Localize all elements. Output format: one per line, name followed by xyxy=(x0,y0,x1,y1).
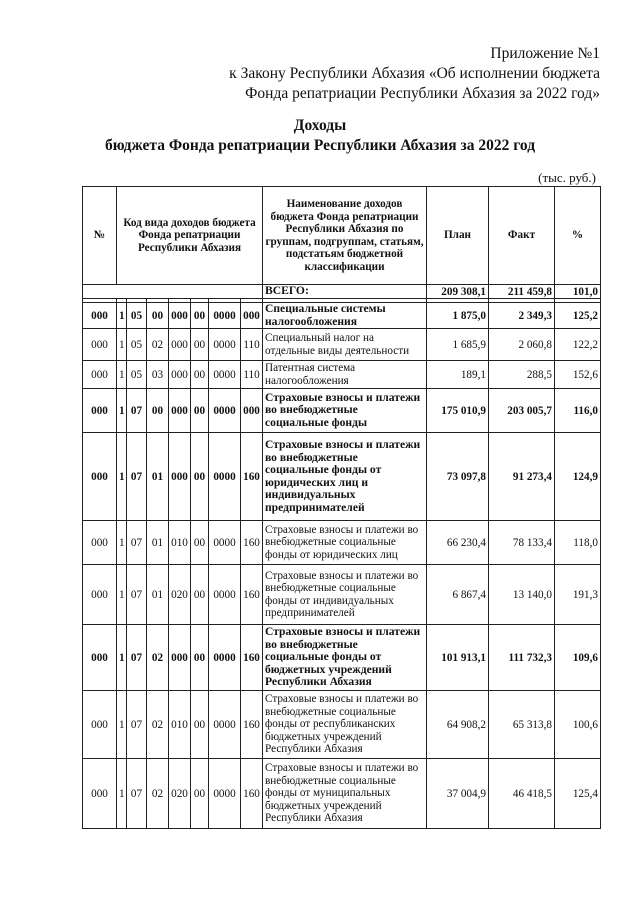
annex-line-1: Приложение №1 xyxy=(490,45,600,62)
col-number-header: № xyxy=(83,187,117,285)
plan-value: 6 867,4 xyxy=(427,565,489,625)
code-part-5: 000 xyxy=(169,433,191,521)
code-part-7: 0000 xyxy=(209,303,241,329)
table-row xyxy=(83,625,601,691)
code-part-7: 0000 xyxy=(209,329,241,361)
code-part-1: 000 xyxy=(83,565,117,625)
income-name: Страховые взносы и платежи во внебюджетные социальные фонды от муниципальных бюджетных учреждений Республики Абхазия xyxy=(263,759,427,829)
percent-value: 191,3 xyxy=(555,565,601,625)
document-title xyxy=(0,116,640,156)
income-name: Страховые взносы и платежи во внебюджетные социальные фонды xyxy=(263,389,427,433)
col-fact-header: Факт xyxy=(489,187,555,285)
code-part-8: 110 xyxy=(241,329,263,361)
code-part-8: 160 xyxy=(241,521,263,565)
income-name: Страховые взносы и платежи во внебюджетные социальные фонды от юридических лиц xyxy=(263,521,427,565)
code-part-4: 02 xyxy=(147,691,169,759)
code-part-7: 0000 xyxy=(209,691,241,759)
annex-line-3: Фонда репатриации Республики Абхазия за 2022 год» xyxy=(245,85,600,102)
code-part-8: 110 xyxy=(241,361,263,389)
total-percent: 101,0 xyxy=(555,285,601,299)
code-part-1: 000 xyxy=(83,521,117,565)
fact-value: 46 418,5 xyxy=(489,759,555,829)
income-name: Специальный налог на отдельные виды деятельности xyxy=(263,329,427,361)
code-part-1: 000 xyxy=(83,303,117,329)
code-part-6: 00 xyxy=(191,521,209,565)
code-part-2: 1 xyxy=(117,565,127,625)
income-name: Страховые взносы и платежи во внебюджетные социальные фонды от индивидуальных предпринимателей xyxy=(263,565,427,625)
code-part-2: 1 xyxy=(117,521,127,565)
code-part-5: 000 xyxy=(169,389,191,433)
income-name: Страховые взносы и платежи во внебюджетные социальные фонды от республиканских бюджетных учреждений Республики Абхазия xyxy=(263,691,427,759)
code-part-5: 000 xyxy=(169,303,191,329)
code-part-6: 00 xyxy=(191,433,209,521)
percent-value: 118,0 xyxy=(555,521,601,565)
code-part-1: 000 xyxy=(83,433,117,521)
income-name: Специальные системы налогообложения xyxy=(263,303,427,329)
code-part-3: 07 xyxy=(127,433,147,521)
plan-value: 37 004,9 xyxy=(427,759,489,829)
code-part-6: 00 xyxy=(191,303,209,329)
percent-value: 125,4 xyxy=(555,759,601,829)
percent-value: 124,9 xyxy=(555,433,601,521)
code-part-3: 05 xyxy=(127,361,147,389)
percent-value: 100,6 xyxy=(555,691,601,759)
table-row xyxy=(83,565,601,625)
table-header-row xyxy=(83,187,601,285)
code-part-4: 01 xyxy=(147,565,169,625)
code-part-7: 0000 xyxy=(209,389,241,433)
code-part-6: 00 xyxy=(191,389,209,433)
code-part-6: 00 xyxy=(191,329,209,361)
income-name: Патентная система налогообложения xyxy=(263,361,427,389)
fact-value: 13 140,0 xyxy=(489,565,555,625)
code-part-2: 1 xyxy=(117,759,127,829)
code-part-2: 1 xyxy=(117,625,127,691)
total-fact: 211 459,8 xyxy=(489,285,555,299)
table-row xyxy=(83,691,601,759)
title-line-2: бюджета Фонда репатриации Республики Абхазия за 2022 год xyxy=(104,137,536,154)
plan-value: 101 913,1 xyxy=(427,625,489,691)
code-part-8: 160 xyxy=(241,691,263,759)
code-part-5: 010 xyxy=(169,521,191,565)
code-part-3: 07 xyxy=(127,521,147,565)
code-part-5: 020 xyxy=(169,759,191,829)
fact-value: 111 732,3 xyxy=(489,625,555,691)
fact-value: 2 349,3 xyxy=(489,303,555,329)
code-part-8: 000 xyxy=(241,303,263,329)
col-code-header: Код вида доходов бюджета Фонда репатриации Республики Абхазия xyxy=(117,187,263,285)
code-part-8: 160 xyxy=(241,433,263,521)
code-part-7: 0000 xyxy=(209,361,241,389)
code-part-8: 160 xyxy=(241,759,263,829)
title-line-1: Доходы xyxy=(293,117,347,134)
fact-value: 288,5 xyxy=(489,361,555,389)
code-part-4: 02 xyxy=(147,759,169,829)
code-part-1: 000 xyxy=(83,361,117,389)
plan-value: 1 685,9 xyxy=(427,329,489,361)
code-part-5: 010 xyxy=(169,691,191,759)
code-part-8: 160 xyxy=(241,565,263,625)
code-part-4: 00 xyxy=(147,389,169,433)
income-name: Страховые взносы и платежи во внебюджетные социальные фонды от бюджетных учреждений Республики Абхазия xyxy=(263,625,427,691)
code-part-5: 000 xyxy=(169,361,191,389)
code-part-7: 0000 xyxy=(209,759,241,829)
table-row xyxy=(83,303,601,329)
table-row xyxy=(83,329,601,361)
code-part-1: 000 xyxy=(83,625,117,691)
code-part-4: 03 xyxy=(147,361,169,389)
code-part-4: 01 xyxy=(147,521,169,565)
code-part-8: 000 xyxy=(241,389,263,433)
percent-value: 109,6 xyxy=(555,625,601,691)
plan-value: 1 875,0 xyxy=(427,303,489,329)
total-row xyxy=(83,285,601,299)
fact-value: 203 005,7 xyxy=(489,389,555,433)
code-part-3: 07 xyxy=(127,691,147,759)
code-part-5: 020 xyxy=(169,565,191,625)
code-part-1: 000 xyxy=(83,759,117,829)
code-part-3: 07 xyxy=(127,759,147,829)
table-row xyxy=(83,389,601,433)
annex-line-2: к Закону Республики Абхазия «Об исполнении бюджета xyxy=(229,65,600,82)
percent-value: 152,6 xyxy=(555,361,601,389)
code-part-2: 1 xyxy=(117,389,127,433)
table-row xyxy=(83,361,601,389)
code-part-5: 000 xyxy=(169,625,191,691)
fact-value: 2 060,8 xyxy=(489,329,555,361)
unit-label: (тыс. руб.) xyxy=(538,170,596,185)
percent-value: 122,2 xyxy=(555,329,601,361)
table-row xyxy=(83,759,601,829)
code-part-4: 02 xyxy=(147,329,169,361)
col-percent-header: % xyxy=(555,187,601,285)
code-part-4: 00 xyxy=(147,303,169,329)
plan-value: 66 230,4 xyxy=(427,521,489,565)
total-label: ВСЕГО: xyxy=(263,285,427,299)
code-part-7: 0000 xyxy=(209,521,241,565)
code-part-8: 160 xyxy=(241,625,263,691)
code-part-6: 00 xyxy=(191,565,209,625)
code-part-3: 07 xyxy=(127,565,147,625)
code-part-1: 000 xyxy=(83,329,117,361)
code-part-6: 00 xyxy=(191,759,209,829)
code-part-2: 1 xyxy=(117,329,127,361)
fact-value: 65 313,8 xyxy=(489,691,555,759)
code-part-1: 000 xyxy=(83,389,117,433)
code-part-1: 000 xyxy=(83,691,117,759)
code-part-3: 07 xyxy=(127,389,147,433)
percent-value: 125,2 xyxy=(555,303,601,329)
col-name-header: Наименование доходов бюджета Фонда репатриации Республики Абхазия по группам, подгруппам, статьям, подстатьям бюджетной классификации xyxy=(263,187,427,285)
code-part-4: 02 xyxy=(147,625,169,691)
plan-value: 73 097,8 xyxy=(427,433,489,521)
code-part-7: 0000 xyxy=(209,565,241,625)
annex-header xyxy=(229,44,600,104)
col-plan-header: План xyxy=(427,187,489,285)
code-part-2: 1 xyxy=(117,433,127,521)
code-part-6: 00 xyxy=(191,625,209,691)
income-name: Страховые взносы и платежи во внебюджетные социальные фонды от юридических лиц и индивидуальных предпринимателей xyxy=(263,433,427,521)
total-plan: 209 308,1 xyxy=(427,285,489,299)
code-part-5: 000 xyxy=(169,329,191,361)
code-part-2: 1 xyxy=(117,361,127,389)
table-row xyxy=(83,433,601,521)
fact-value: 78 133,4 xyxy=(489,521,555,565)
code-part-3: 05 xyxy=(127,303,147,329)
table-row xyxy=(83,521,601,565)
code-part-4: 01 xyxy=(147,433,169,521)
code-part-6: 00 xyxy=(191,691,209,759)
code-part-3: 07 xyxy=(127,625,147,691)
code-part-6: 00 xyxy=(191,361,209,389)
code-part-2: 1 xyxy=(117,303,127,329)
percent-value: 116,0 xyxy=(555,389,601,433)
code-part-7: 0000 xyxy=(209,625,241,691)
plan-value: 189,1 xyxy=(427,361,489,389)
code-part-7: 0000 xyxy=(209,433,241,521)
plan-value: 175 010,9 xyxy=(427,389,489,433)
income-table xyxy=(82,186,601,829)
plan-value: 64 908,2 xyxy=(427,691,489,759)
code-part-2: 1 xyxy=(117,691,127,759)
fact-value: 91 273,4 xyxy=(489,433,555,521)
code-part-3: 05 xyxy=(127,329,147,361)
